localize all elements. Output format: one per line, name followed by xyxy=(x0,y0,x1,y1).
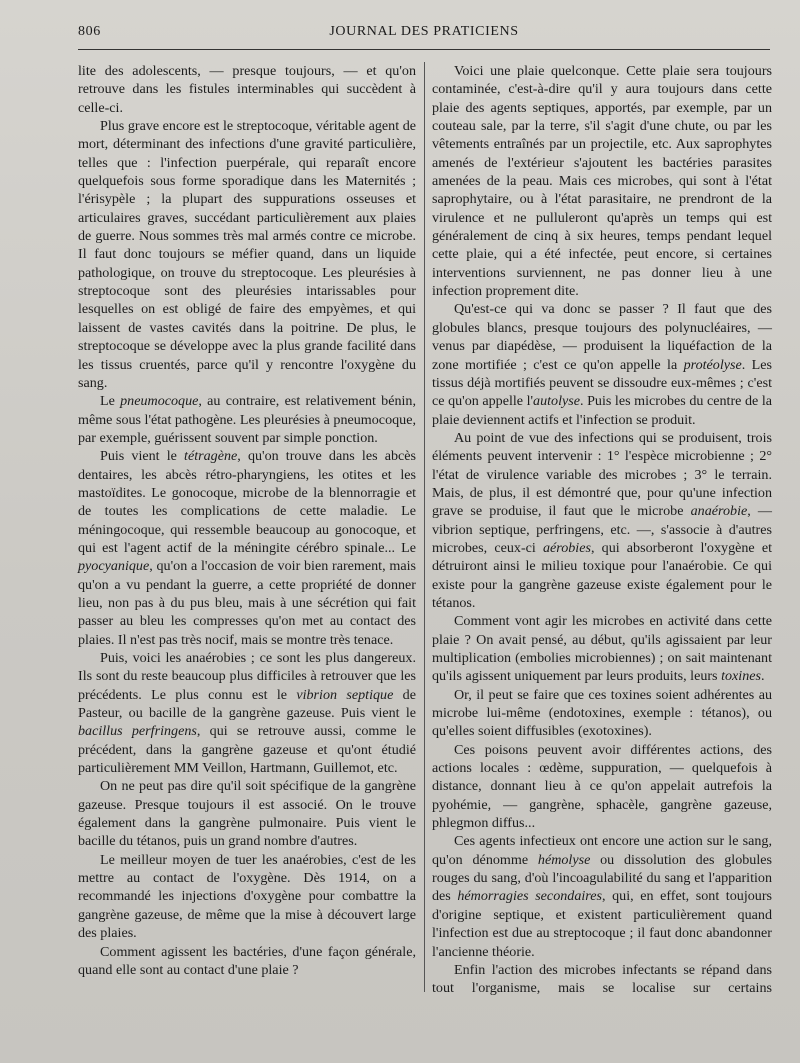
text-run: Ces agents infectieux ont encore une action sur le sang, qu'on dénomme xyxy=(432,833,772,868)
journal-title: JOURNAL DES PRATICIENS xyxy=(329,24,519,39)
italic-term: hémolyse xyxy=(537,851,591,868)
paragraph xyxy=(78,943,416,980)
page-number: 806 xyxy=(78,24,101,39)
text-run: , qu'on trouve dans les abcès dentaires, les abcès rétro-pharyngiens, les otites et les mastoïdites. Le gonocoque, microbe de la blennorragie et de toutes les complications de cette maladie. Le méningocoque, qui ressemble beaucoup au gonocoque, et qui est l'agent actif de la méningite cérébro spinale... Le xyxy=(78,448,416,556)
text-run: , qui, en effet, sont toujours d'origine septique, et existent particulièrement quand l'infection est due au streptocoque ; il faut donc abandonner l'ancienne théorie. xyxy=(432,888,773,960)
italic-term: bacillus perfringens xyxy=(78,723,197,740)
text-run: , — vibrion septique, perfringens, etc. —, s'associe à d'autres microbes, ceux-ci xyxy=(432,503,773,556)
page-header xyxy=(78,24,770,46)
paragraph xyxy=(78,392,416,447)
paragraph xyxy=(432,429,772,612)
header-rule xyxy=(78,49,770,50)
text-run: , au contraire, est relativement bénin, même sous l'état pathogène. Les pleurésies à pneumocoque, par exemple, guérissent souvent par simple ponction. xyxy=(78,393,416,446)
paragraph xyxy=(432,62,772,300)
text-run: Puis, voici les anaérobies ; ce sont les plus dangereux. Ils sont du reste beaucoup plus difficiles à retrouver que les précédents. Le plus connu est le xyxy=(78,650,416,703)
italic-term: vibrion septique xyxy=(296,686,394,703)
text-run: Plus grave encore est le streptocoque, véritable agent de mort, déterminant des infections d'une gravité particulière, telles que : l'infection puerpérale, qui reparaît encore quelquefois sous forme sporadique dans les Maternités ; l'érisypèle ; la plupart des suppurations osseuses et articulaires graves, succédant particulièrement aux plaies de guerre. Nous sommes très mal armés contre ce microbe. Il faut donc toujours se méfier quand, dans un liquide pathologique, on trouve du streptocoque. Les pleurésies à streptocoque sont des pleurésies intarissables pour lesquelles on est obligé de faire des empyèmes, et qui laissent de vastes cavités dans la poitrine. De plus, le streptocoque se développe avec la plus grande facilité dans les tissus cruentés, parce qu'il y rencontre l'oxygène du sang. xyxy=(78,118,416,391)
text-run: . Les tissus déjà mortifiés peuvent se dissoudre eux-mêmes ; c'est ce qu'on appelle l' xyxy=(432,356,772,410)
paragraph xyxy=(78,447,416,649)
paragraph xyxy=(432,300,772,428)
text-run: , qu'on a l'occasion de voir bien rarement, mais qu'on a vu pendant la guerre, a cette propriété de donner lieu, non pas à du pus bleu, mais à une sécrétion qui fait passer au bleu les compresses qu'on met au contact des plaies. Il n'est pas très nocif, mais se montre très tenace. xyxy=(78,558,416,648)
text-run: Comment agissent les bactéries, d'une façon générale, quand elle sont au contact d'une plaie ? xyxy=(78,943,416,978)
paragraph xyxy=(78,649,416,777)
italic-term: toxines xyxy=(721,668,761,685)
left-text-column xyxy=(78,62,416,979)
italic-term: tétragène xyxy=(184,448,238,465)
text-run: ou dissolution des globules rouges du sang, d'où l'incoagulabilité du sang et l'apparition des xyxy=(432,851,772,905)
paragraph xyxy=(78,777,416,850)
text-run: Le xyxy=(100,393,121,410)
text-run: Enfin l'action des microbes infectants se répand dans tout l'organisme, mais se localise sur certains xyxy=(432,961,772,997)
paragraph xyxy=(432,832,772,960)
text-run: lite des adolescents, — presque toujours, — et qu'on retrouve dans les fistules interminables qui succèdent à celle-ci. xyxy=(78,63,416,116)
text-run: , qui absorberont l'oxygène et détruiront ainsi le milieu toxique pour l'anaérobie. Ce qui existe pour la gangrène gazeuse existe également pour le tétanos. xyxy=(432,539,772,611)
text-run: On ne peut pas dire qu'il soit spécifique de la gangrène gazeuse. Presque toujours il est associé. On le trouve également dans la gangrène pulmonaire. Puis vient le bacille du tétanos, puis un grand nombre d'autres. xyxy=(78,778,416,850)
text-run: Comment vont agir les microbes en activité dans cette plaie ? On avait pensé, au début, qu'ils agissaient par leur multiplication (embolies microbiennes) ; on sait maintenant qu'ils agissent uniquement par leurs produits, leurs xyxy=(432,613,772,685)
text-run: de Pasteur, ou bacille de la gangrène gazeuse. Puis vient le xyxy=(78,686,416,722)
paragraph xyxy=(432,686,772,741)
paragraph xyxy=(78,62,416,117)
text-run: , qui se retrouve aussi, comme le précédent, dans la gangrène gazeuse et qu'ont étudié particulièrement MM Veillon, Hartmann, Guillemot, etc. xyxy=(78,723,417,777)
paragraph xyxy=(432,961,772,998)
column-divider xyxy=(424,62,425,992)
right-text-column xyxy=(432,62,772,998)
italic-term: protéolyse xyxy=(683,356,742,373)
italic-term: autolyse xyxy=(533,393,581,410)
text-run: Au point de vue des infections qui se produisent, trois éléments peuvent intervenir : 1° l'espèce microbienne ; 2° l'état de virulence variable des microbes ; 3° le terrain. Mais, de plus, il est démontré que, pour qu'une infection grave se produise, il faut que le microbe xyxy=(432,429,772,520)
text-run: Ces poisons peuvent avoir différentes actions, des actions locales : œdème, suppuration, — quelquefois à distance, donnant lieu à ce qu'on appelait autrefois la pyohémie, — gangrène, sphacèle, gangrène gazeuse, phlegmon diffus... xyxy=(432,741,772,832)
italic-term: pneumocoque xyxy=(120,393,199,410)
italic-term: anaérobie xyxy=(690,503,748,520)
text-run: . xyxy=(761,668,765,685)
paragraph xyxy=(78,117,416,392)
text-run: . Puis les microbes du centre de la plaie deviennent actifs et l'infection se produit. xyxy=(432,393,772,428)
italic-term: aérobies xyxy=(542,539,591,556)
text-run: Puis vient le xyxy=(100,448,185,465)
text-run: Le meilleur moyen de tuer les anaérobies, c'est de les mettre au contact de l'oxygène. Dès 1914, on a recommandé les injections d'oxygène pour combattre la gangrène gazeuse, de même que la mise à découvert large des plaies. xyxy=(78,851,416,942)
text-run: Or, il peut se faire que ces toxines soient adhérentes au microbe lui-même (endotoxines, exemple : tétanos), ou qu'elles soient diffusibles (exotoxines). xyxy=(432,686,772,740)
text-run: Qu'est-ce qui va donc se passer ? Il faut que des globules blancs, presque toujours des polynucléaires, — venus par diapédèse, — produisent la liquéfaction de la zone mortifiée ; c'est ce qu'on appelle la xyxy=(432,301,772,373)
text-run: Voici une plaie quelconque. Cette plaie sera toujours contaminée, c'est-à-dire qu'il y aura toujours dans cette plaie des agents septiques, apportés, par exemple, par un couteau sale, par la terre, s'il s'agit d'une chute, ou par les vêtements entraînés par un projectile, etc. Aux saprophytes amenés de l'extérieur s'ajoutent les bactéries parasites amenées de la peau. Mais ces microbes, qui sont à l'état saprophytaire, ou à l'état parasitaire, ne prendront de la virulence et ne pulluleront qu'après un temps qui est généralement de cinq à six heures, temps pendant lequel cette plaie, qui a été infectée, peut encore, si certaines interventions surviennent, ne pas donner lieu à une infection proprement dite. xyxy=(432,63,772,300)
italic-term: pyocyanique xyxy=(78,558,150,575)
paragraph xyxy=(78,851,416,943)
italic-term: hémorragies secondaires xyxy=(457,888,602,905)
paragraph xyxy=(432,741,772,833)
paragraph xyxy=(432,612,772,685)
